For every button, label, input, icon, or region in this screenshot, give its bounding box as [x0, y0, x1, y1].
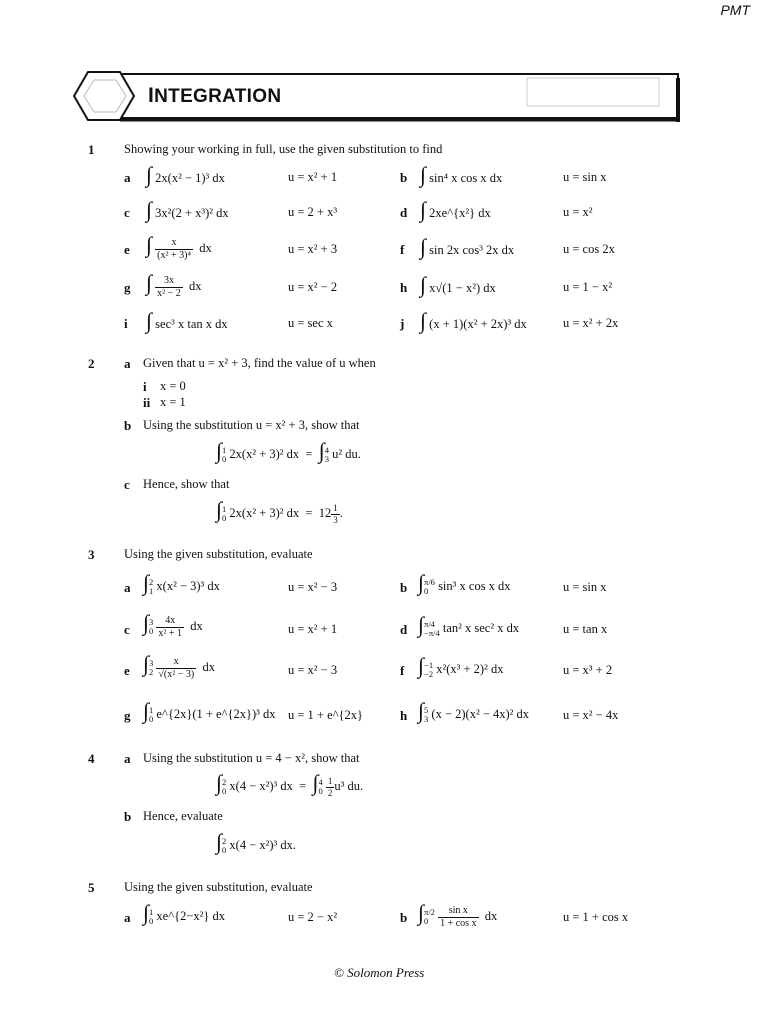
question-2a-text: Given that u = x² + 3, find the value of u when	[143, 356, 376, 370]
part-label: e	[124, 663, 130, 678]
part-label: a	[124, 910, 131, 925]
substitution: u = x² − 4x	[563, 708, 619, 722]
question-2b-text: Using the substitution u = x² + 3, show that	[143, 418, 360, 432]
substitution: u = sec x	[288, 316, 333, 330]
definite-integral: ∫ 5 3 (x − 2)(x² − 4x)² dx	[418, 698, 530, 725]
substitution: u = 1 − x²	[563, 280, 613, 294]
part-label: g	[124, 708, 131, 723]
substitution: u = x² − 2	[288, 280, 338, 294]
question-1-text: Showing your working in full, use the given substitution to find	[124, 142, 443, 156]
integral-expression: ∫ $\frac{x}{\text{(x² + 3)⁴}}$ dx	[146, 232, 212, 261]
part-label: b	[124, 809, 132, 824]
integral-expression: ∫ 2x(x² − 1)³ dx	[146, 162, 225, 187]
substitution: u = x² + 2x	[563, 316, 619, 330]
definite-integral: ∫ 3 2 $\frac{x}{\text{√(x² − 3)}}$ dx	[143, 651, 215, 680]
show-that-equation: ∫ 2 0 x(4 − x²)³ dx = ∫ 4 0 $\frac{1}{2}$ u³ du.	[216, 770, 364, 798]
show-that-equation: ∫ 1 0 2x(x² + 3)² dx = ∫ 4 3 u² du.	[216, 438, 361, 465]
integral-expression: ∫ 3x²(2 + x³)² dx	[146, 197, 229, 222]
part-label: b	[400, 910, 408, 925]
question-4a-text: Using the substitution u = 4 − x², show that	[143, 751, 360, 765]
integral-expression: ∫ sin⁴ x cos x dx	[420, 162, 503, 187]
part-label: g	[124, 280, 131, 295]
substitution: u = x² + 1	[288, 170, 338, 184]
page-title: INTEGRATION	[148, 84, 282, 107]
part-label: b	[124, 418, 132, 433]
integral-expression: ∫ $\frac{3x}{\text{x² − 2}}$ dx	[146, 270, 202, 299]
definite-integral: ∫ 2 1 x(x² − 3)³ dx	[143, 570, 220, 597]
definite-integral: ∫ π/6 0 sin³ x cos x dx	[418, 570, 511, 597]
part-label: h	[400, 280, 408, 295]
substitution: u = x²	[563, 205, 593, 219]
part-label: c	[124, 205, 130, 220]
integral-expression: ∫ sin 2x cos³ 2x dx	[420, 234, 515, 259]
substitution: u = sin x	[563, 580, 607, 594]
part-label: i	[124, 316, 128, 331]
part-label: c	[124, 477, 130, 492]
question-3-text: Using the given substitution, evaluate	[124, 547, 313, 561]
definite-integral: ∫ π/4 −π/4 tan² x sec² x dx	[418, 612, 520, 639]
question-5-text: Using the given substitution, evaluate	[124, 880, 313, 894]
evaluate-integral: ∫ 2 0 x(4 − x²)³ dx.	[216, 829, 297, 856]
definite-integral: ∫ π/2 0 $\frac{\text{sin x}}{\text{1 + cos x}}$ dx	[418, 900, 498, 929]
part-label: b	[400, 580, 408, 595]
integral-expression: ∫ sec³ x tan x dx	[146, 308, 228, 333]
part-label: f	[400, 242, 405, 257]
substitution: u = x³ + 2	[563, 663, 613, 677]
question-2c-text: Hence, show that	[143, 477, 230, 491]
part-label: a	[124, 751, 131, 766]
pmt-mark: PMT	[720, 2, 750, 18]
part-label: j	[400, 316, 405, 331]
subpart-text: x = 0	[160, 379, 186, 393]
substitution: u = 1 + cos x	[563, 910, 629, 924]
question-5-number: 5	[88, 880, 95, 895]
definite-integral: ∫ −1 −2 x²(x³ + 2)² dx	[418, 653, 504, 680]
integral-expression: ∫ 2xe^{x²} dx	[420, 197, 491, 222]
integral-expression: ∫ (x + 1)(x² + 2x)³ dx	[420, 308, 527, 333]
substitution: u = x² + 3	[288, 242, 338, 256]
question-1-number: 1	[88, 142, 95, 157]
hence-equation: ∫ 1 0 2x(x² + 3)² dx = 12 $\frac{1}{3}$ .	[216, 497, 343, 525]
substitution: u = 2 + x³	[288, 205, 338, 219]
question-3-number: 3	[88, 547, 95, 562]
part-label: d	[400, 205, 408, 220]
integral-expression: ∫ x√(1 − x²) dx	[420, 272, 496, 297]
substitution: u = 2 − x²	[288, 910, 338, 924]
part-label: b	[400, 170, 408, 185]
part-label: a	[124, 170, 131, 185]
part-label: f	[400, 663, 405, 678]
definite-integral: ∫ 1 0 e^{2x}(1 + e^{2x})³ dx	[143, 698, 276, 725]
footer-copyright: © Solomon Press	[334, 965, 425, 980]
part-label: a	[124, 356, 131, 371]
subpart-label: i	[143, 379, 147, 394]
definite-integral: ∫ 1 0 xe^{2−x²} dx	[143, 900, 225, 927]
subpart-label: ii	[143, 395, 151, 410]
question-4-number: 4	[88, 751, 95, 766]
definite-integral: ∫ 3 0 $\frac{4x}{\text{x² + 1}}$ dx	[143, 610, 203, 639]
substitution: u = x² + 1	[288, 622, 338, 636]
substitution: u = 1 + e^{2x}	[288, 708, 364, 722]
substitution: u = cos 2x	[563, 242, 615, 256]
substitution: u = tan x	[563, 622, 608, 636]
substitution: u = sin x	[563, 170, 607, 184]
part-label: d	[400, 622, 408, 637]
subpart-text: x = 1	[160, 395, 186, 409]
part-label: c	[124, 622, 130, 637]
question-4b-text: Hence, evaluate	[143, 809, 223, 823]
part-label: h	[400, 708, 408, 723]
substitution: u = x² − 3	[288, 580, 338, 594]
part-label: e	[124, 242, 130, 257]
part-label: a	[124, 580, 131, 595]
question-2-number: 2	[88, 356, 95, 371]
substitution: u = x² − 3	[288, 663, 338, 677]
